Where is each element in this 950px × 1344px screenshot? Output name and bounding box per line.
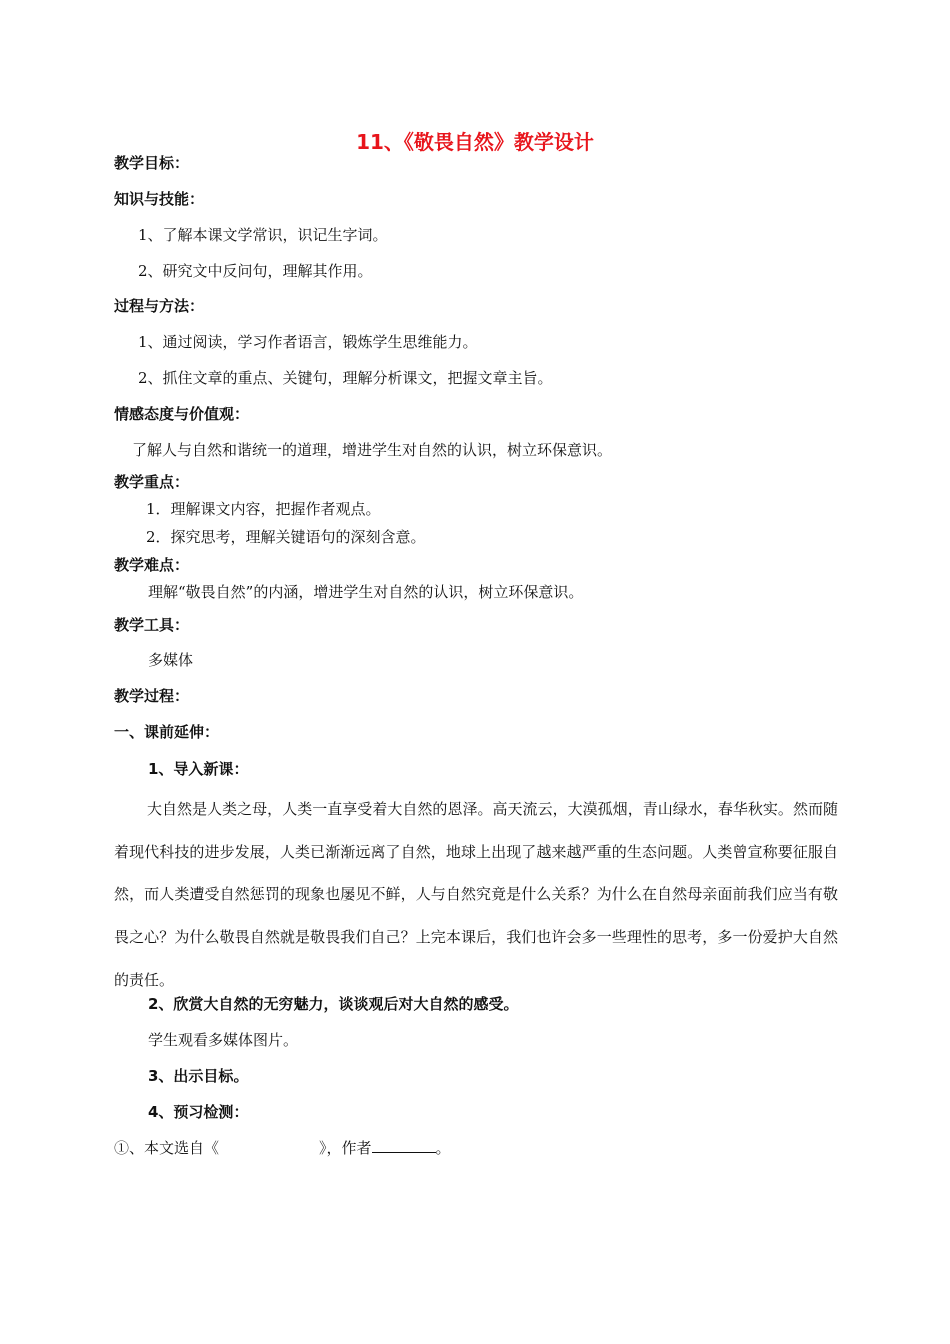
question-end: 。 xyxy=(435,1139,451,1157)
key-points-heading: 教学重点： xyxy=(114,473,190,491)
question-line xyxy=(114,1138,451,1158)
step-heading: 4、预习检测： xyxy=(148,1103,249,1121)
key-point-item: 1．理解课文内容，把握作者观点。 xyxy=(146,500,381,518)
key-point-item: 2．探究思考，理解关键语句的深刻含意。 xyxy=(146,528,426,546)
question-prefix: ①、本文选自《 xyxy=(114,1139,220,1157)
knowledge-heading: 知识与技能： xyxy=(114,190,205,208)
difficulty-text: 理解“敬畏自然”的内涵，增进学生对自然的认识，树立环保意识。 xyxy=(148,583,584,601)
question-middle: 》，作者 xyxy=(319,1139,372,1157)
process-method-heading: 过程与方法： xyxy=(114,297,205,315)
step-text: 学生观看多媒体图片。 xyxy=(148,1031,299,1049)
knowledge-item: 2、研究文中反问句，理解其作用。 xyxy=(138,262,373,280)
difficulty-heading: 教学难点： xyxy=(114,556,190,574)
step-heading: 2、欣赏大自然的无穷魅力，谈谈观后对大自然的感受。 xyxy=(148,995,519,1013)
emotion-text: 了解人与自然和谐统一的道理，增进学生对自然的认识，树立环保意识。 xyxy=(132,441,613,459)
document-title: 11、《敬畏自然》教学设计 xyxy=(356,130,594,154)
tools-heading: 教学工具： xyxy=(114,616,190,634)
answer-underline xyxy=(372,1138,436,1153)
process-method-item: 2、抓住文章的重点、关键句，理解分析课文，把握文章主旨。 xyxy=(138,369,553,387)
section-heading: 一、课前延伸： xyxy=(114,723,220,741)
tools-text: 多媒体 xyxy=(148,651,194,669)
step-heading: 1、导入新课： xyxy=(148,760,249,778)
intro-paragraph: 大自然是人类之母，人类一直享受着大自然的恩泽。高天流云，大漠孤烟，青山绿水，春华秋实。然而随着现代科技的进步发展，人类已渐渐远离了自然，地球上出现了越来越严重的生态问题。人类曾宣称要征服自然，而人类遭受自然惩罚的现象也屡见不鲜，人与自然究竟是什么关系？为什么在自然母亲面前我们应当有敬畏之心？为什么敬畏自然就是敬畏我们自己？上完本课后，我们也许会多一些理性的思考，多一份爱护大自然的责任。 xyxy=(114,800,838,989)
process-method-item: 1、通过阅读，学习作者语言，锻炼学生思维能力。 xyxy=(138,333,478,351)
teaching-process-heading: 教学过程： xyxy=(114,687,190,705)
emotion-heading: 情感态度与价值观： xyxy=(114,405,250,423)
step-heading: 3、出示目标。 xyxy=(148,1067,249,1085)
knowledge-item: 1、了解本课文学常识，识记生字词。 xyxy=(138,226,388,244)
goals-heading: 教学目标： xyxy=(114,154,190,172)
